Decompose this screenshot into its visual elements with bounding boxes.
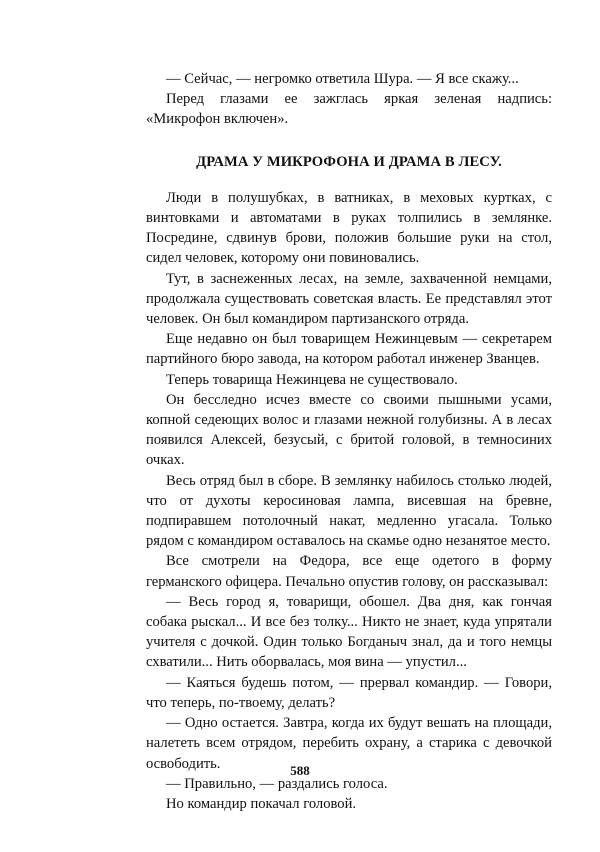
page-number: 588 — [290, 763, 310, 778]
body-paragraph-1: Люди в полушубках, в ватниках, в меховых куртках, с винтовками и автоматами в руках толпились в землянке. Посредине, сдвинув брови, положив большие руки на стол, сидел человек, которому они повиновались. — [146, 189, 552, 267]
body-paragraph-9: — Каяться будешь потом, — прервал командир. — Говори, что теперь, по-твоему, делать? — [146, 674, 552, 711]
body-paragraph-7: Все смотрели на Федора, все еще одетого в форму германского офицера. Печально опустив голову, он рассказывал: — [146, 553, 552, 590]
body-paragraph-6: Весь отряд был в сборе. В землянку набилось столько людей, что от духоты керосиновая лампа, висевшая на бревне, подпиравшем потолочный накат, медленно угасала. Только рядом с командиром оставалось на скамье одно незанятое место. — [146, 472, 552, 550]
intro-paragraph-2: Перед глазами ее зажглась яркая зеленая надпись: «Микрофон включен». — [146, 91, 552, 128]
body-paragraph-12: Но командир покачал головой. — [166, 795, 357, 812]
body-paragraph-8: — Весь город я, товарищи, обошел. Два дня, как гончая собака рыскал... И все без толку... Никто не знает, куда упрятали учителя с дочкой. Один только Богданыч знал, да и того немцы схватили... Нить оборвалась, моя вина — упустил... — [146, 593, 552, 671]
intro-paragraph-1: — Сейчас, — негромко ответила Шура. — Я все скажу... — [166, 71, 519, 87]
body-paragraph-5: Он бесследно исчез вместе со своими пышными усами, копной седеющих волос и глазами нежной голубизны. А в лесах появился Алексей, безусый, с бритой головой, в темносиних очках. — [146, 391, 552, 469]
body-paragraph-11: — Правильно, — раздались голоса. — [166, 775, 388, 792]
chapter-title: ДРАМА У МИКРОФОНА И ДРАМА В ЛЕСУ. — [196, 153, 502, 170]
body-paragraph-3: Еще недавно он был товарищем Нежинцевым — секретарем партийного бюро завода, на котором работал инженер Званцев. — [146, 331, 552, 368]
body-paragraph-2: Тут, в заснеженных лесах, на земле, захваченной немцами, продолжала существовать советская власть. Ее представлял этот человек. Он был командиром партизанского отряда. — [146, 270, 552, 328]
page-text — [146, 69, 552, 814]
body-paragraph-4: Теперь товарища Нежинцева не существовало. — [166, 371, 458, 388]
body-paragraph-10: — Одно остается. Завтра, когда их будут вешать на площади, налететь всем отрядом, перебить охрану, а старика с девочкой освободить. — [146, 715, 552, 772]
